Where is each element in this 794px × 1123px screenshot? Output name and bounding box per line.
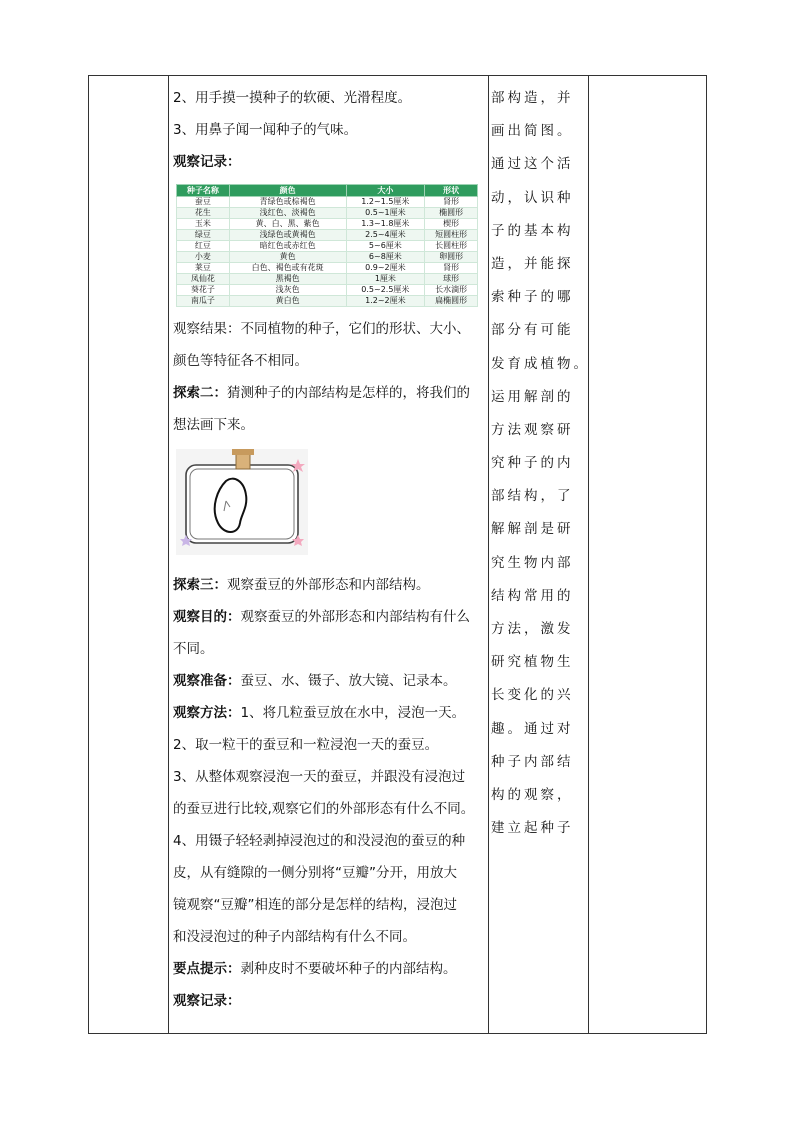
explore2-line	[173, 377, 485, 409]
result-line: 观察结果：不同植物的种子，它们的形状、大小、	[173, 321, 470, 337]
table-cell: 扁椭圆形	[425, 296, 478, 307]
column-divider	[488, 76, 489, 1033]
intent-line: 方法，激发	[491, 621, 574, 637]
table-cell: 青绿色或棕褐色	[229, 197, 346, 208]
table-cell: 花生	[177, 208, 230, 219]
table-cell: 0.5~1厘米	[346, 208, 425, 219]
table-cell: 绿豆	[177, 230, 230, 241]
table-cell: 浅绿色或黄褐色	[229, 230, 346, 241]
table-cell: 蚕豆	[177, 197, 230, 208]
step-line: 4、用镊子轻轻剥掉浸泡过的和没浸泡的蚕豆的种	[173, 833, 466, 849]
column-divider	[588, 76, 589, 1033]
prep-line	[173, 665, 485, 697]
table-row	[177, 208, 478, 219]
table-cell: 1.3~1.8厘米	[346, 219, 425, 230]
result-line: 颜色等特征各不相同。	[173, 353, 308, 369]
intent-line: 子的基本构	[491, 222, 574, 239]
intent-line: 研究植物生	[491, 654, 574, 671]
table-row	[177, 252, 478, 263]
table-cell: 黄色	[229, 252, 346, 263]
table-cell: 卵圆形	[425, 252, 478, 263]
step-line: 镜观察“豆瓣”相连的部分是怎样的结构，浸泡过	[173, 897, 457, 913]
intent-line: 动，认识种	[491, 189, 574, 206]
table-cell: 长水滴形	[425, 285, 478, 296]
intent-line: 长变化的兴	[491, 687, 574, 704]
table-cell: 1.2~2厘米	[346, 296, 425, 307]
step-line: 和没浸泡过的种子内部结构有什么不同。	[173, 929, 416, 945]
table-header-cell: 颜色	[229, 185, 346, 197]
lesson-table	[88, 75, 707, 1034]
table-cell: 5~6厘米	[346, 241, 425, 252]
table-cell: 0.9~2厘米	[346, 263, 425, 274]
table-cell: 浅红色、淡褐色	[229, 208, 346, 219]
table-cell: 长圆柱形	[425, 241, 478, 252]
intent-line: 构的观察，	[491, 786, 574, 803]
table-cell: 1厘米	[346, 274, 425, 285]
table-cell: 黑褐色	[229, 274, 346, 285]
intent-line: 建立起种子	[491, 820, 574, 837]
column-divider	[168, 76, 169, 1033]
table-cell: 短圆柱形	[425, 230, 478, 241]
seed-record-table	[176, 184, 478, 307]
intent-line: 究种子的内	[491, 455, 574, 472]
table-row	[177, 230, 478, 241]
table-cell: 凤仙花	[177, 274, 230, 285]
seed-drawing	[176, 449, 308, 555]
table-header-cell: 形状	[425, 185, 478, 197]
explore3-text: 观察蚕豆的外部形态和内部结构。	[227, 577, 430, 593]
explore3-line	[173, 569, 485, 601]
explore2-line: 想法画下来。	[173, 417, 254, 433]
intent-line: 部分有可能	[491, 322, 574, 339]
table-cell: 玉米	[177, 219, 230, 230]
table-cell: 6~8厘米	[346, 252, 425, 263]
intent-line: 究生物内部	[491, 554, 574, 571]
table-cell: 肾形	[425, 197, 478, 208]
intent-line: 趣。通过对	[491, 720, 574, 737]
table-header-cell: 种子名称	[177, 185, 230, 197]
table-cell: 葵花子	[177, 285, 230, 296]
table-cell: 黄、白、黑、紫色	[229, 219, 346, 230]
intent-line: 发育成植物。	[491, 355, 590, 372]
prep-label: 观察准备：	[173, 673, 241, 689]
explore3-label: 探索三：	[173, 577, 227, 593]
method-label: 观察方法：	[173, 705, 241, 721]
table-cell: 椭圆形	[425, 208, 478, 219]
purpose-line: 不同。	[173, 641, 214, 657]
table-header-cell: 大小	[346, 185, 425, 197]
step-line: 2、取一粒干的蚕豆和一粒浸泡一天的蚕豆。	[173, 737, 439, 753]
step-line: 的蚕豆进行比较,观察它们的外部形态有什么不同。	[173, 801, 475, 817]
table-row	[177, 285, 478, 296]
tip-line	[173, 953, 485, 985]
record-label: 观察记录：	[173, 993, 241, 1009]
tip-text: 剥种皮时不要破坏种子的内部结构。	[240, 961, 457, 977]
step-line: 3、用鼻子闻一闻种子的气味。	[173, 122, 358, 138]
intent-line: 结构常用的	[491, 587, 574, 604]
tip-label: 要点提示：	[173, 961, 241, 977]
step-line: 皮，从有缝隙的一侧分别将“豆瓣”分开，用放大	[173, 865, 457, 881]
table-row	[177, 219, 478, 230]
purpose-text: 观察蚕豆的外部形态和内部结构有什么	[240, 609, 470, 625]
intent-line: 画出简图。	[491, 123, 574, 140]
intent-line: 索种子的哪	[491, 289, 574, 306]
table-row	[177, 241, 478, 252]
intent-line: 部构造，并	[491, 90, 574, 106]
step-line: 3、从整体观察浸泡一天的蚕豆，并跟没有浸泡过	[173, 769, 466, 785]
table-cell: 黄白色	[229, 296, 346, 307]
table-cell: 红豆	[177, 241, 230, 252]
intent-line: 造，并能探	[491, 255, 574, 272]
table-cell: 莱豆	[177, 263, 230, 274]
activity-column	[173, 82, 485, 1017]
table-cell: 肾形	[425, 263, 478, 274]
purpose-label: 观察目的：	[173, 609, 241, 625]
intent-line: 运用解剖的	[491, 388, 574, 405]
table-cell: 浅灰色	[229, 285, 346, 296]
table-row	[177, 274, 478, 285]
table-cell: 暗红色或赤红色	[229, 241, 346, 252]
record-label: 观察记录：	[173, 154, 241, 170]
table-cell: 白色、褐色或有花斑	[229, 263, 346, 274]
table-cell: 球形	[425, 274, 478, 285]
method-line	[173, 697, 485, 729]
explore2-label: 探索二：	[173, 385, 227, 401]
table-row	[177, 263, 478, 274]
table-row	[177, 197, 478, 208]
intent-line: 部结构，了	[491, 488, 574, 505]
step-line: 2、用手摸一摸种子的软硬、光滑程度。	[173, 90, 412, 106]
intent-line: 解解剖是研	[491, 521, 574, 538]
table-cell: 1.2~1.5厘米	[346, 197, 425, 208]
intent-line: 种子内部结	[491, 753, 574, 770]
table-row	[177, 296, 478, 307]
method-text: 1、将几粒蚕豆放在水中，浸泡一天。	[240, 705, 466, 721]
design-intent-column	[491, 82, 590, 845]
table-cell: 2.5~4厘米	[346, 230, 425, 241]
explore2-text: 猜测种子的内部结构是怎样的，将我们的	[227, 385, 470, 401]
intent-line: 方法观察研	[491, 421, 574, 438]
table-cell: 南瓜子	[177, 296, 230, 307]
table-cell: 楔形	[425, 219, 478, 230]
table-cell: 0.5~2.5厘米	[346, 285, 425, 296]
prep-text: 蚕豆、水、镊子、放大镜、记录本。	[240, 673, 457, 689]
purpose-line	[173, 601, 485, 633]
table-cell: 小麦	[177, 252, 230, 263]
intent-line: 通过这个活	[491, 156, 574, 173]
